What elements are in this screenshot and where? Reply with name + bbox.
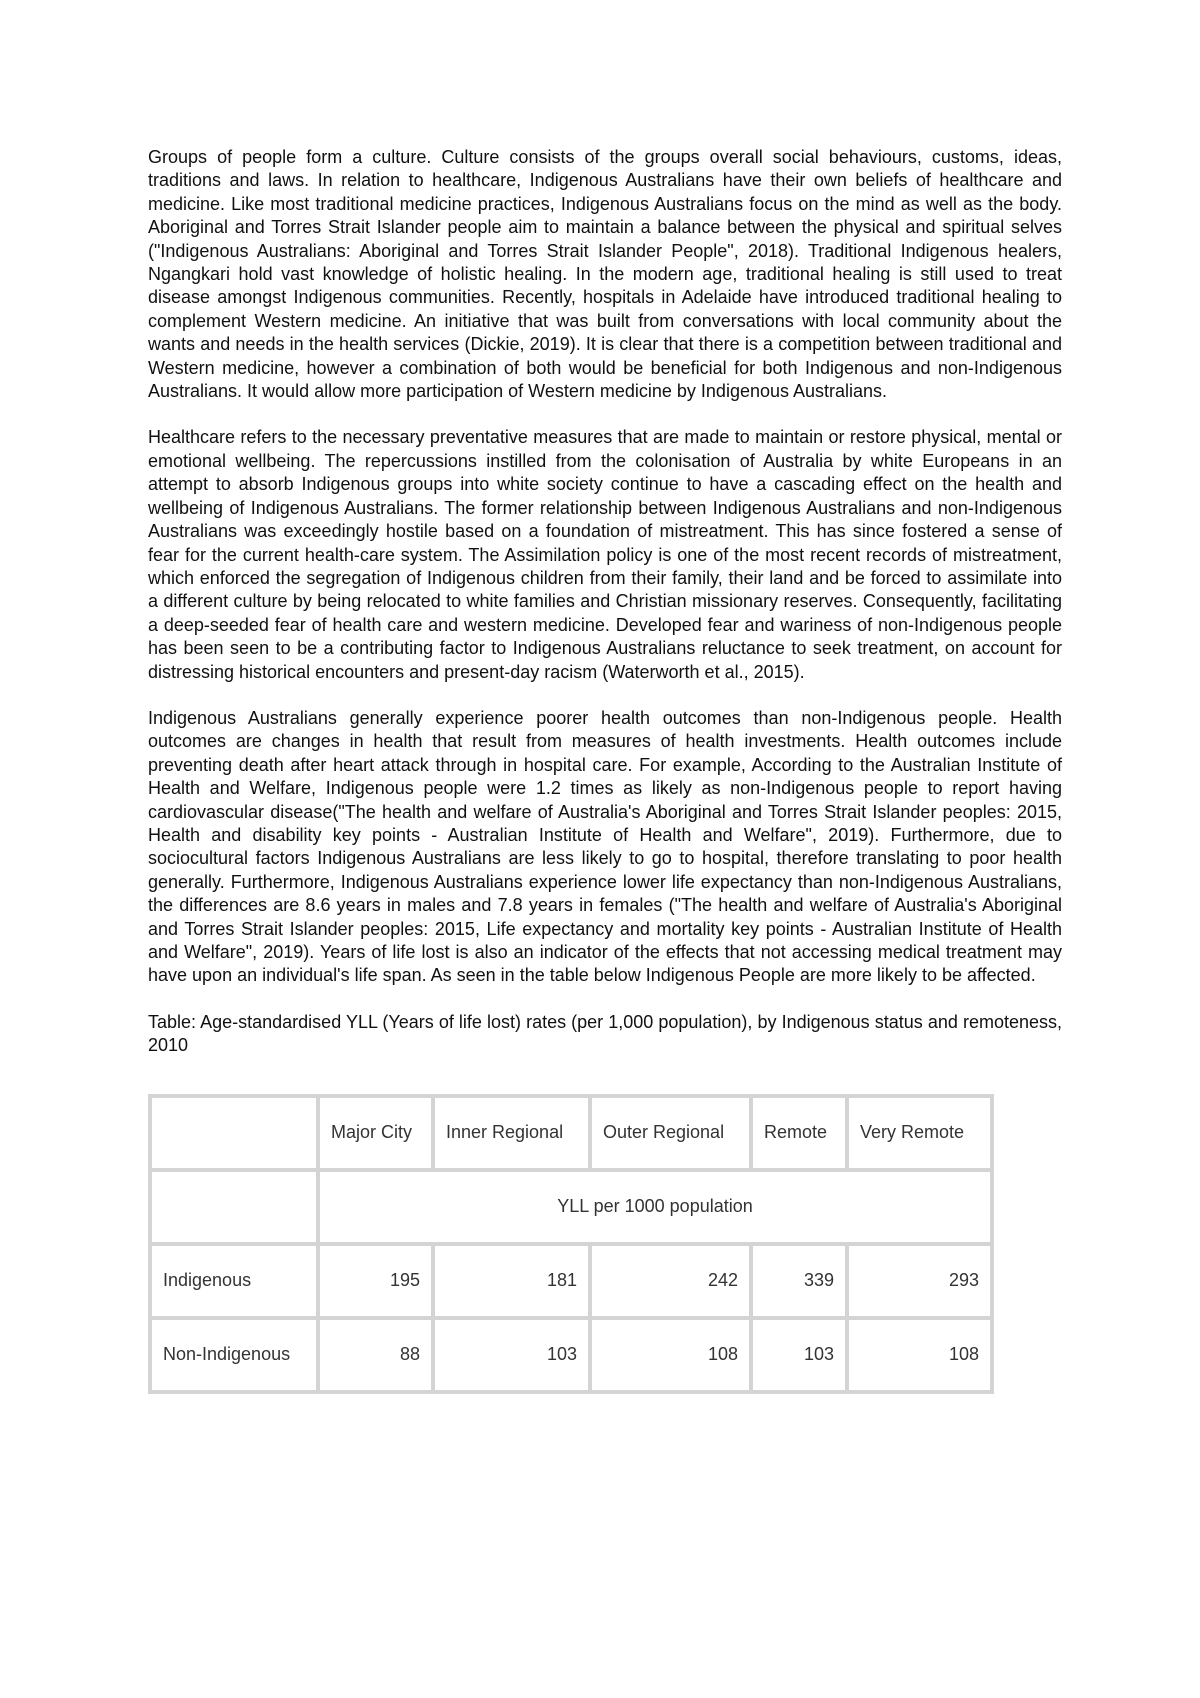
table-cell: 195 <box>318 1244 433 1318</box>
table-cell: 181 <box>433 1244 590 1318</box>
column-header-very-remote: Very Remote <box>847 1096 992 1170</box>
table-cell: 103 <box>433 1318 590 1392</box>
table-row <box>150 1244 992 1318</box>
subheader-label-cell <box>150 1170 318 1244</box>
table-header-row <box>150 1096 992 1170</box>
table-cell: 339 <box>751 1244 847 1318</box>
column-header-remote: Remote <box>751 1096 847 1170</box>
document-page <box>148 146 1062 1394</box>
subheader-units: YLL per 1000 population <box>318 1170 992 1244</box>
table-cell: 88 <box>318 1318 433 1392</box>
table-cell: 108 <box>590 1318 751 1392</box>
row-label-indigenous: Indigenous <box>150 1244 318 1318</box>
row-label-non-indigenous: Non-Indigenous <box>150 1318 318 1392</box>
paragraph-health-outcomes: Indigenous Australians generally experience poorer health outcomes than non-Indigenous people. Health outcomes are changes in health that result from measures of health investments. Health outcomes include preventing death after heart attack through in hospital care. For example, According to the Australian Institute of Health and Welfare, Indigenous people were 1.2 times as likely as non-Indigenous people to report having cardiovascular disease("The health and welfare of Australia's Aboriginal and Torres Strait Islander peoples: 2015, Health and disability key points - Australian Institute of Health and Welfare", 2019). Furthermore, due to sociocultural factors Indigenous Australians are less likely to go to hospital, therefore translating to poor health generally. Furthermore, Indigenous Australians experience lower life expectancy than non-Indigenous Australians, the differences are 8.6 years in males and 7.8 years in females ("The health and welfare of Australia's Aboriginal and Torres Strait Islander peoples: 2015, Life expectancy and mortality key points - Australian Institute of Health and Welfare", 2019). Years of life lost is also an indicator of the effects that not accessing medical treatment may have upon an individual's life span. As seen in the table below Indigenous People are more likely to be affected. <box>148 707 1062 986</box>
table-caption: Table: Age-standardised YLL (Years of life lost) rates (per 1,000 population), by Indigenous status and remoteness, 2010 <box>148 1011 1062 1056</box>
table-subheader-row <box>150 1170 992 1244</box>
column-header-outer-regional: Outer Regional <box>590 1096 751 1170</box>
table-cell: 108 <box>847 1318 992 1392</box>
table-cell: 242 <box>590 1244 751 1318</box>
table-cell: 103 <box>751 1318 847 1392</box>
table-cell: 293 <box>847 1244 992 1318</box>
table-row <box>150 1318 992 1392</box>
table-corner-cell <box>150 1096 318 1170</box>
paragraph-culture: Groups of people form a culture. Culture consists of the groups overall social behaviours, customs, ideas, traditions and laws. In relation to healthcare, Indigenous Australians have their own beliefs of healthcare and medicine. Like most traditional medicine practices, Indigenous Australians focus on the mind as well as the body. Aboriginal and Torres Strait Islander people aim to maintain a balance between the physical and spiritual selves ("Indigenous Australians: Aboriginal and Torres Strait Islander People", 2018). Traditional Indigenous healers, Ngangkari hold vast knowledge of holistic healing. In the modern age, traditional healing is still used to treat disease amongst Indigenous communities. Recently, hospitals in Adelaide have introduced traditional healing to complement Western medicine. An initiative that was built from conversations with local community about the wants and needs in the health services (Dickie, 2019). It is clear that there is a competition between traditional and Western medicine, however a combination of both would be beneficial for both Indigenous and non-Indigenous Australians. It would allow more participation of Western medicine by Indigenous Australians. <box>148 147 1062 402</box>
yll-table <box>148 1094 994 1394</box>
column-header-inner-regional: Inner Regional <box>433 1096 590 1170</box>
paragraph-healthcare: Healthcare refers to the necessary preventative measures that are made to maintain or restore physical, mental or emotional wellbeing. The repercussions instilled from the colonisation of Australia by white Europeans in an attempt to absorb Indigenous groups into white society continue to have a cascading effect on the health and wellbeing of Indigenous Australians. The former relationship between Indigenous Australians and non-Indigenous Australians was exceedingly hostile based on a foundation of mistreatment. This has since fostered a sense of fear for the current health-care system. The Assimilation policy is one of the most recent records of mistreatment, which enforced the segregation of Indigenous children from their family, their land and be forced to assimilate into a different culture by being relocated to white families and Christian missionary reserves. Consequently, facilitating a deep-seeded fear of health care and western medicine. Developed fear and wariness of non-Indigenous people has been seen to be a contributing factor to Indigenous Australians reluctance to seek treatment, on account for distressing historical encounters and present-day racism (Waterworth et al., 2015). <box>148 427 1062 682</box>
column-header-major-city: Major City <box>318 1096 433 1170</box>
